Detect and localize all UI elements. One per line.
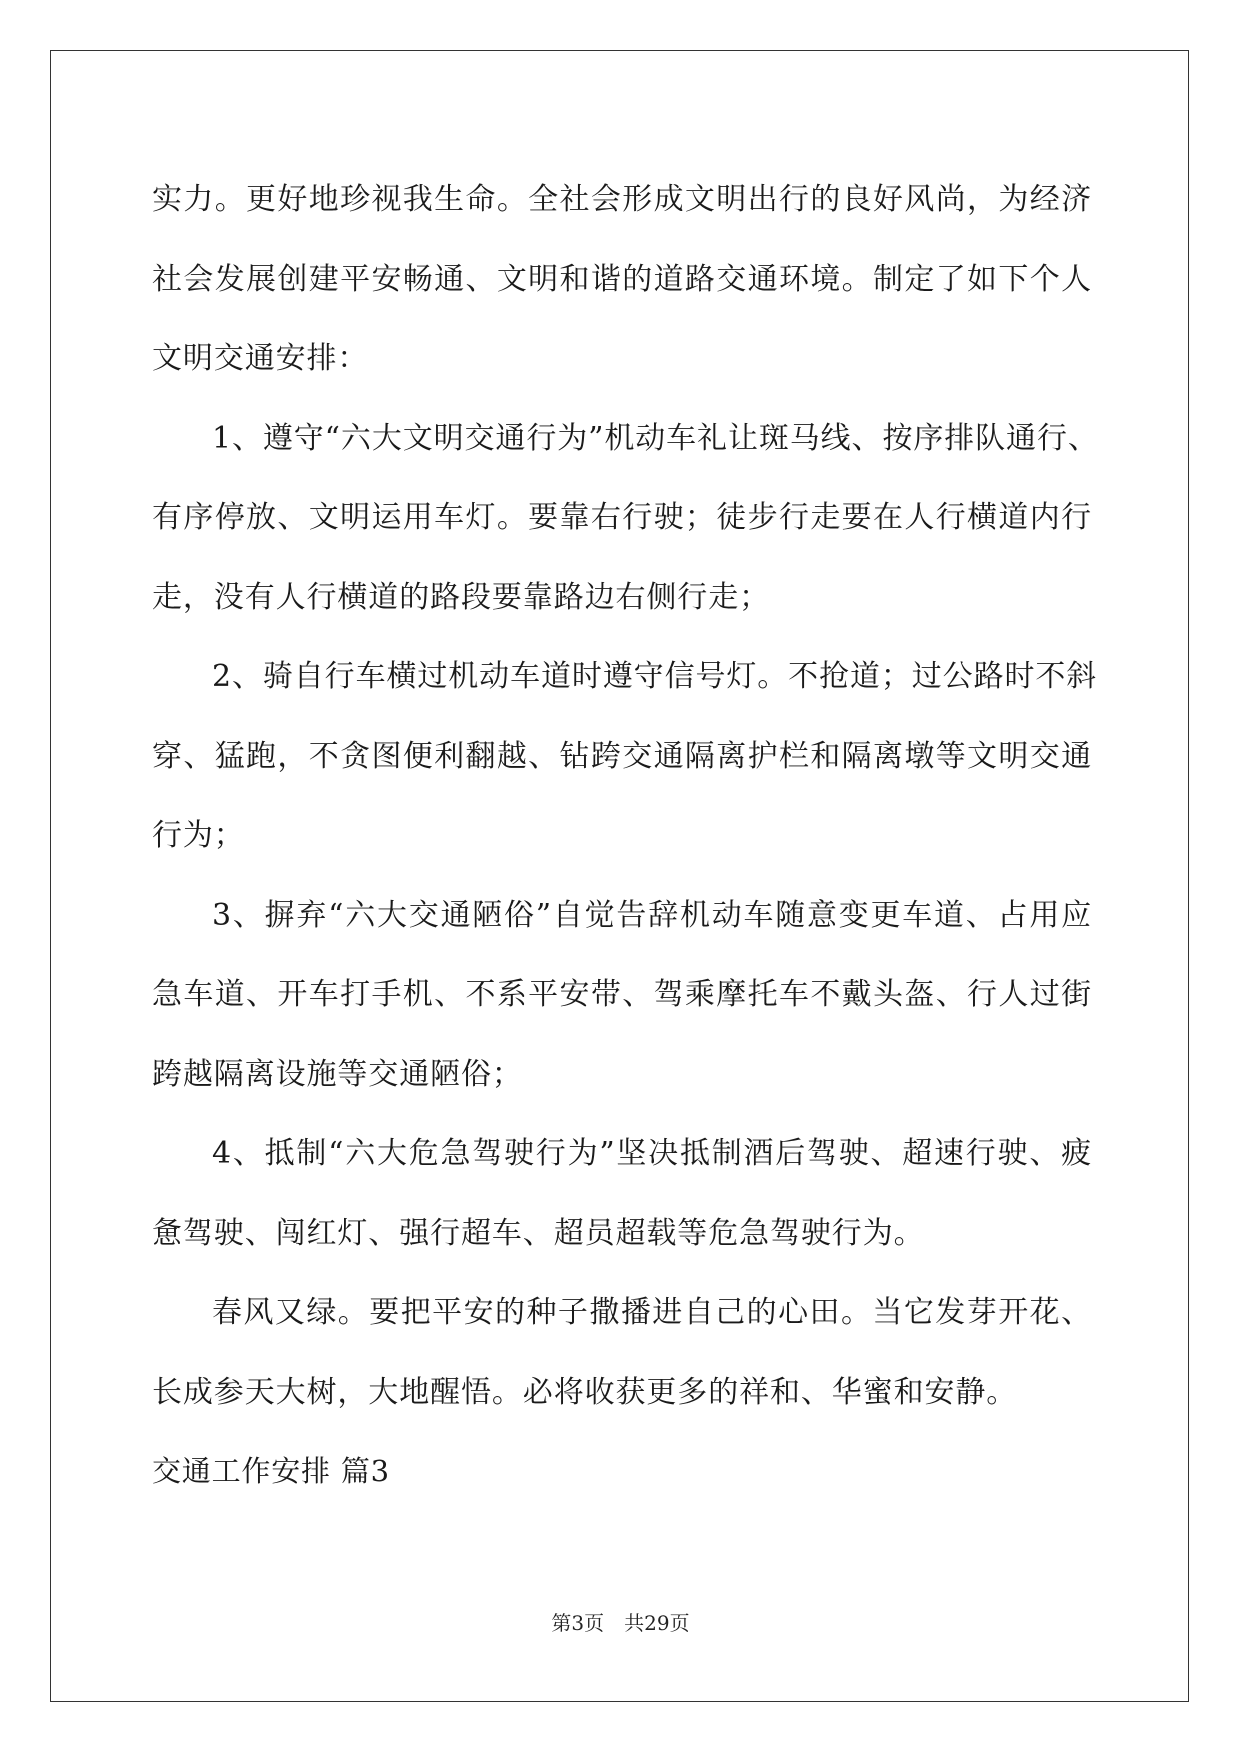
section-heading: 交通工作安排 篇3 [152, 1454, 390, 1488]
list-item-3-line: 跨越隔离设施等交通陋俗； [152, 1056, 523, 1092]
list-item-2-line: 2、骑自行车横过机动车道时遵守信号灯。不抢道；过公路时不斜 [212, 659, 1098, 694]
list-item-1-line: 1、遵守“六大文明交通行为”机动车礼让斑马线、按序排队通行、 [212, 420, 1099, 456]
list-item-4-line: 惫驾驶、闯红灯、强行超车、超员超载等危急驾驶行为。 [152, 1215, 925, 1251]
list-item-1-line: 有序停放、文明运用车灯。要靠右行驶；徒步行走要在人行横道内行 [152, 500, 1092, 535]
list-item-2-line: 行为； [152, 818, 245, 853]
document-body [152, 160, 1099, 1512]
paragraph-line: 社会发展创建平安畅通、文明和谐的道路交通环境。制定了如下个人 [152, 261, 1092, 297]
list-item-4-line: 4、抵制“六大危急驾驶行为”坚决抵制酒后驾驶、超速行驶、疲 [212, 1136, 1092, 1171]
closing-paragraph-line: 长成参天大树，大地醒悟。必将收获更多的祥和、华蜜和安静。 [152, 1374, 1018, 1410]
list-item-3-line: 3、摒弃“六大交通陋俗”自觉告辞机动车随意变更车道、占用应 [212, 897, 1092, 933]
closing-paragraph-line: 春风又绿。要把平安的种子撒播进自己的心田。当它发芽开花、 [212, 1295, 1092, 1330]
paragraph-line: 文明交通安排： [152, 341, 369, 376]
total-page-count: 共29页 [624, 1611, 690, 1635]
list-item-3-line: 急车道、开车打手机、不系平安带、驾乘摩托车不戴头盔、行人过街 [152, 977, 1092, 1012]
current-page-number: 第3页 [551, 1611, 605, 1635]
list-item-1-line: 走，没有人行横道的路段要靠路边右侧行走； [152, 579, 770, 615]
paragraph-line: 实力。更好地珍视我生命。全社会形成文明出行的良好风尚，为经济 [152, 182, 1092, 217]
list-item-2-line: 穿、猛跑，不贪图便利翻越、钻跨交通隔离护栏和隔离墩等文明交通 [152, 738, 1092, 774]
page-footer [0, 1610, 1241, 1636]
